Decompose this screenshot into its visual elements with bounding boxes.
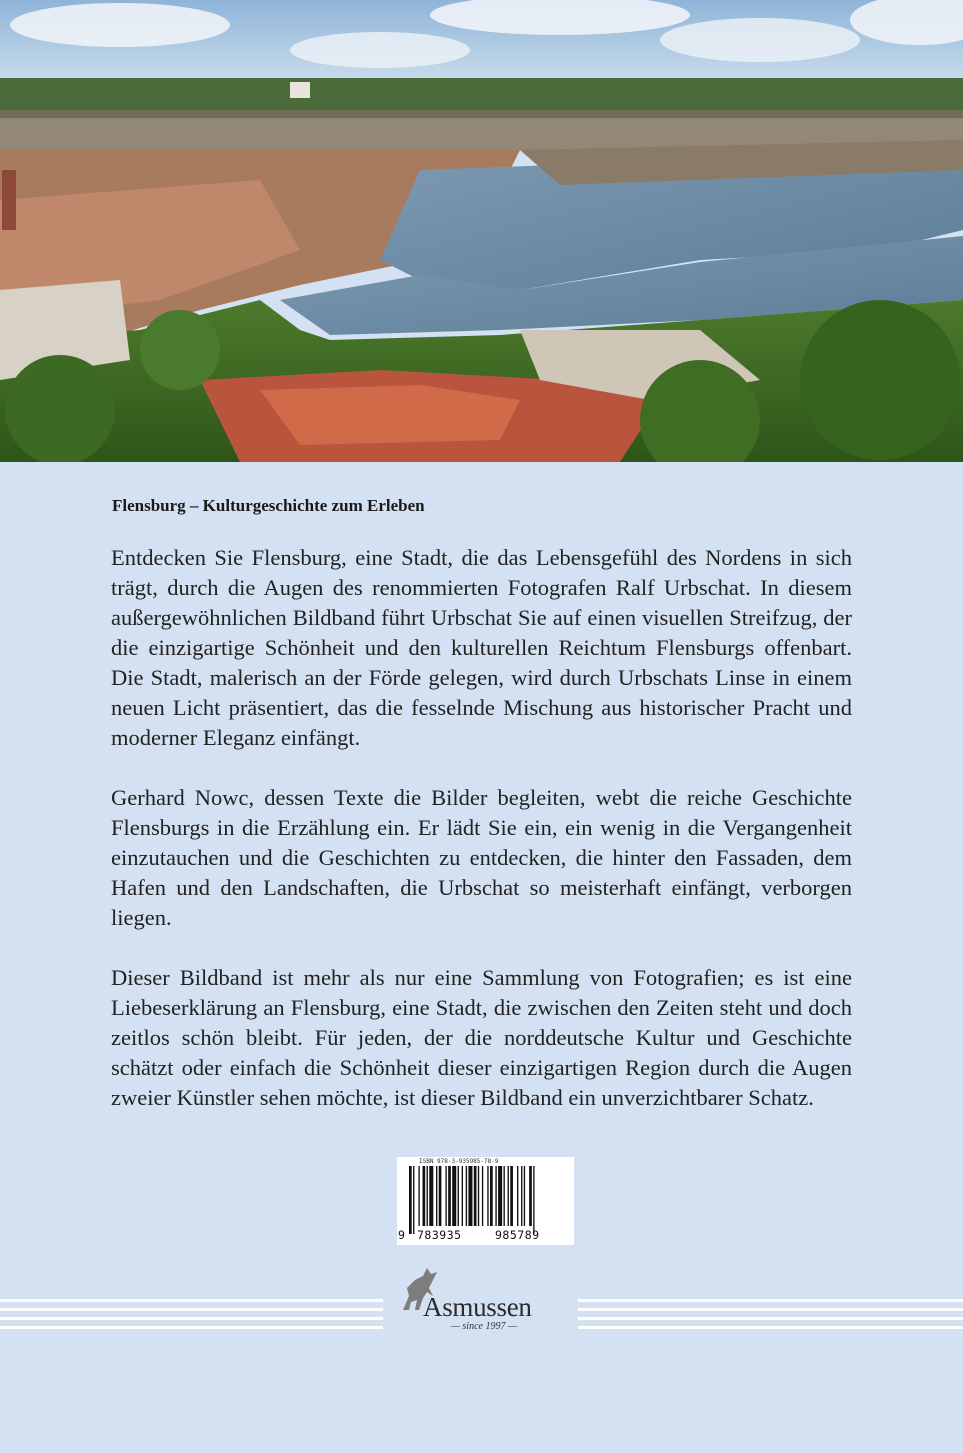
barcode-bar xyxy=(495,1166,496,1226)
barcode-bar xyxy=(427,1166,428,1226)
cover-photo xyxy=(0,0,963,462)
blurb-paragraph-3: Dieser Bildband ist mehr als nur eine Sammlung von Fotografien; es ist eine Liebeserklärung an Flensburg, eine Stadt, die zwischen den Zeiten steht und doch zeitlos schön bleibt. Für jeden, der die norddeutsche Kultur und Geschichte schätzt oder einfach die Schönheit dieser einzigartigen Region durch die Augen zweier Künstler sehen möchte, ist dieser Bildband ein unverzichtbarer Schatz. xyxy=(111,965,852,1110)
barcode-bar xyxy=(510,1166,513,1226)
barcode-bar xyxy=(504,1166,505,1226)
barcode-bar xyxy=(508,1166,509,1226)
isbn-barcode xyxy=(397,1157,574,1245)
barcode-bar xyxy=(466,1166,467,1226)
barcode-bar xyxy=(462,1166,463,1226)
back-cover-subtitle: Flensburg – Kulturgeschichte zum Erleben xyxy=(112,496,425,515)
barcode-bar xyxy=(439,1166,442,1226)
publisher-logo xyxy=(393,1262,573,1337)
publisher-since: — since 1997 — xyxy=(451,1321,517,1332)
barcode-bar xyxy=(474,1166,477,1226)
barcode-digits-left: 783935 xyxy=(417,1228,462,1242)
barcode-bar xyxy=(529,1166,532,1226)
barcode-bar xyxy=(478,1166,479,1226)
barcode-bar xyxy=(458,1166,459,1226)
isbn-header: ISBN 978-3-935985-78-9 xyxy=(419,1158,499,1165)
barcode-bar xyxy=(498,1166,502,1226)
barcode-bar xyxy=(517,1166,518,1226)
barcode-bar xyxy=(452,1166,456,1226)
flensburg-aerial-image xyxy=(0,0,963,462)
publisher-name: Asmussen xyxy=(423,1292,532,1322)
barcode-bar xyxy=(521,1166,522,1226)
barcode-bar xyxy=(436,1166,437,1226)
barcode-digits-right: 985789 xyxy=(495,1228,540,1242)
decorative-stripes-left xyxy=(0,1299,383,1331)
barcode-bar xyxy=(490,1166,493,1226)
barcode-bar xyxy=(418,1166,419,1226)
barcode-bar xyxy=(409,1166,412,1234)
barcode-bar xyxy=(468,1166,472,1226)
barcode-bar xyxy=(423,1166,426,1226)
barcode-bar xyxy=(533,1166,534,1234)
blurb-paragraph-1: Entdecken Sie Flensburg, eine Stadt, die das Lebensgefühl des Nordens in sich trägt, durch die Augen des renommierten Fotografen Ralf Urbschat. In diesem außergewöhnlichen Bildband führt Urbschat Sie auf einen visuellen Streifzug, der die einzigartige Schönheit und den kulturellen Reichtum Flensburgs offenbart. Die Stadt, malerisch an der Förde gelegen, wird durch Urbschats Linse in einem neuen Licht präsentiert, das die fesselnde Mischung aus historischer Pracht und moderner Eleganz einfängt. xyxy=(111,545,852,750)
barcode-bar xyxy=(448,1166,451,1226)
decorative-stripes-right xyxy=(578,1299,963,1331)
barcode-bar xyxy=(482,1166,483,1226)
barcode-bar xyxy=(487,1166,488,1226)
barcode-bar xyxy=(445,1166,446,1226)
barcode-bar xyxy=(524,1166,525,1226)
blurb-paragraph-2: Gerhard Nowc, dessen Texte die Bilder begleiten, webt die reiche Geschichte Flensburgs in die Erzählung ein. Er lädt Sie ein, ein wenig in die Vergangenheit einzutauchen und die Geschichten zu entdecken, die hinter den Fassaden, dem Hafen und den Landschaften, die Urbschat so meisterhaft einfängt, verborgen liegen. xyxy=(111,785,852,930)
barcode-digit-first: 9 xyxy=(398,1228,406,1242)
barcode-bar xyxy=(413,1166,414,1234)
barcode-bar xyxy=(429,1166,433,1226)
